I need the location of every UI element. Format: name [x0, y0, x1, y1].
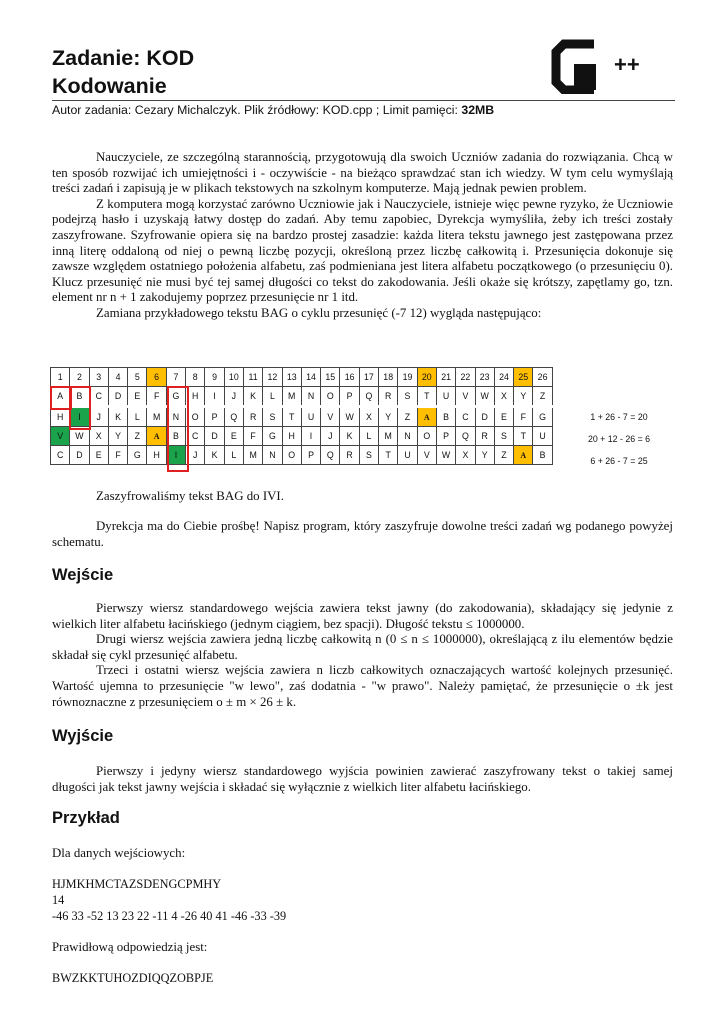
- table-cell: 16: [340, 368, 359, 387]
- table-cell: Z: [494, 446, 513, 465]
- task-subtitle: Kodowanie: [52, 74, 167, 98]
- table-cell: B: [166, 427, 185, 446]
- output-paragraph: Pierwszy i jedyny wiersz standardowego wyjścia powinien zawierać zaszyfrowany tekst o takiej samej długości jak tekst jawny wejścia i składać się wyłącznie z wielkich liter alfabetu łacińskiego.: [52, 764, 673, 794]
- table-cell: L: [263, 387, 282, 407]
- table-cell: Q: [456, 427, 475, 446]
- table-cell: 5: [128, 368, 147, 387]
- example-input-line-1: HJMKHMCTAZSDENGCPMHY: [52, 877, 222, 891]
- position-row: [51, 368, 553, 387]
- cpp-logo: [550, 38, 662, 94]
- table-cell: 20: [417, 368, 436, 387]
- table-cell: 13: [282, 368, 301, 387]
- table-cell: I: [301, 427, 320, 446]
- table-cell: X: [494, 387, 513, 407]
- table-cell: V: [456, 387, 475, 407]
- table-cell: 22: [456, 368, 475, 387]
- table-cell: W: [475, 387, 494, 407]
- table-cell: E: [494, 407, 513, 427]
- table-cell: Z: [533, 387, 552, 407]
- input-heading: Wejście: [52, 566, 114, 584]
- table-cell: G: [128, 446, 147, 465]
- output-heading: Wyjście: [52, 727, 114, 745]
- table-cell: X: [359, 407, 378, 427]
- table-cell: 17: [359, 368, 378, 387]
- table-cell: 25: [514, 368, 533, 387]
- table-cell: 10: [224, 368, 243, 387]
- example-output-label: Prawidłową odpowiedzią jest:: [52, 940, 208, 954]
- table-cell: 15: [321, 368, 340, 387]
- table-cell: G: [533, 407, 552, 427]
- table-cell: F: [147, 387, 166, 407]
- table-cell: V: [51, 427, 70, 446]
- table-cell: A: [514, 446, 533, 465]
- table-cell: 2: [70, 368, 89, 387]
- table-cell: V: [417, 446, 436, 465]
- table-cell: S: [359, 446, 378, 465]
- table-cell: 12: [263, 368, 282, 387]
- meta-text: Autor zadania: Cezary Michalczyk. Plik źródłowy: KOD.cpp ; Limit pamięci:: [52, 103, 462, 117]
- table-cell: P: [340, 387, 359, 407]
- intro-paragraph-3: Zamiana przykładowego tekstu BAG o cyklu przesunięć (-7 12) wygląda następująco:: [96, 305, 542, 320]
- table-cell: J: [321, 427, 340, 446]
- table-cell: 18: [379, 368, 398, 387]
- table-cell: S: [398, 387, 417, 407]
- red-box-g: [167, 386, 189, 472]
- table-cell: C: [186, 427, 205, 446]
- input-paragraph-3: Trzeci i ostatni wiersz wejścia zawiera n liczb całkowitych oznaczających wartość kolejnych przesunięć. Wartość ujemna to przesunięcie "w lewo", zaś dodatnia - "w prawo". Należy pamiętać, że przesunięcie o ±k jest równoznaczne z przesunięciem o ± m × 26 ± k.: [52, 663, 673, 709]
- table-cell: L: [359, 427, 378, 446]
- table-cell: I: [205, 387, 224, 407]
- table-cell: I: [70, 407, 89, 427]
- table-cell: 14: [301, 368, 320, 387]
- table-cell: Z: [398, 407, 417, 427]
- table-cell: Y: [514, 387, 533, 407]
- base-alphabet-row: [51, 387, 553, 407]
- table-cell: T: [514, 427, 533, 446]
- table-cell: L: [128, 407, 147, 427]
- table-cell: M: [243, 446, 262, 465]
- task-title: Zadanie: KOD: [52, 46, 195, 70]
- table-cell: J: [186, 446, 205, 465]
- table-cell: K: [205, 446, 224, 465]
- table-cell: H: [51, 407, 70, 427]
- table-cell: B: [436, 407, 455, 427]
- table-cell: G: [166, 387, 185, 407]
- table-cell: W: [436, 446, 455, 465]
- table-cell: U: [533, 427, 552, 446]
- table-cell: 3: [89, 368, 108, 387]
- table-cell: B: [533, 446, 552, 465]
- table-cell: K: [340, 427, 359, 446]
- table-cell: T: [379, 446, 398, 465]
- input-paragraph-2: Drugi wiersz wejścia zawiera jedną liczbę całkowitą n (0 ≤ n ≤ 1000000), określającą z ilu elementów będzie składał się cykl przesunięć alfabetu.: [52, 632, 673, 662]
- table-cell: P: [436, 427, 455, 446]
- table-cell: R: [340, 446, 359, 465]
- table-cell: 7: [166, 368, 185, 387]
- table-cell: S: [263, 407, 282, 427]
- table-cell: Y: [108, 427, 127, 446]
- example-heading: Przykład: [52, 809, 120, 827]
- table-cell: O: [417, 427, 436, 446]
- table-cell: R: [475, 427, 494, 446]
- red-box-b: [69, 386, 91, 430]
- table-cell: 26: [533, 368, 552, 387]
- table-cell: 4: [108, 368, 127, 387]
- table-cell: K: [108, 407, 127, 427]
- example-input-line-3: -46 33 -52 13 23 22 -11 4 -26 40 41 -46 -33 -39: [52, 909, 287, 923]
- input-paragraph-1: Pierwszy wiersz standardowego wejścia zawiera tekst jawny (do zakodowania), składający się jedynie z wielkich liter alfabetu łacińskiego (jednym ciągiem, bez spacji). Długość tekstu ≤ 1000000.: [52, 601, 673, 631]
- intro-text: [52, 150, 673, 322]
- table-cell: 21: [436, 368, 455, 387]
- table-cell: R: [243, 407, 262, 427]
- table-cell: O: [282, 446, 301, 465]
- table-cell: 6: [147, 368, 166, 387]
- table-cell: U: [436, 387, 455, 407]
- table-cell: F: [108, 446, 127, 465]
- table-cell: A: [417, 407, 436, 427]
- task-meta: [52, 103, 494, 117]
- result-paragraph: Zaszyfrowaliśmy tekst BAG do IVI.: [96, 489, 284, 503]
- table-cell: L: [224, 446, 243, 465]
- shift-row-2: [51, 427, 553, 446]
- table-cell: R: [379, 387, 398, 407]
- table-cell: O: [321, 387, 340, 407]
- table-cell: D: [205, 427, 224, 446]
- table-cell: 1: [51, 368, 70, 387]
- table-cell: C: [89, 387, 108, 407]
- table-cell: Y: [475, 446, 494, 465]
- table-cell: Y: [379, 407, 398, 427]
- table-cell: I: [166, 446, 185, 465]
- table-cell: X: [89, 427, 108, 446]
- example-input-line-2: 14: [52, 893, 65, 907]
- table-cell: G: [263, 427, 282, 446]
- table-cell: 23: [475, 368, 494, 387]
- table-cell: Q: [321, 446, 340, 465]
- table-cell: T: [282, 407, 301, 427]
- table-cell: Q: [224, 407, 243, 427]
- table-cell: A: [51, 387, 70, 407]
- table-cell: Q: [359, 387, 378, 407]
- table-cell: 24: [494, 368, 513, 387]
- table-cell: E: [224, 427, 243, 446]
- header-rule: [52, 100, 675, 101]
- table-cell: W: [340, 407, 359, 427]
- table-cell: T: [417, 387, 436, 407]
- table-cell: N: [301, 387, 320, 407]
- table-cell: N: [398, 427, 417, 446]
- table-cell: J: [224, 387, 243, 407]
- table-cell: 9: [205, 368, 224, 387]
- table-cell: P: [205, 407, 224, 427]
- table-cell: E: [128, 387, 147, 407]
- table-cell: W: [70, 427, 89, 446]
- alphabet-shift-table: [50, 367, 553, 465]
- table-cell: U: [398, 446, 417, 465]
- table-cell: C: [51, 446, 70, 465]
- memory-limit: 32MB: [461, 103, 495, 117]
- table-cell: K: [243, 387, 262, 407]
- table-cell: M: [379, 427, 398, 446]
- request-text: [52, 519, 673, 550]
- table-cell: X: [456, 446, 475, 465]
- table-cell: J: [89, 407, 108, 427]
- table-cell: H: [186, 387, 205, 407]
- table-cell: U: [301, 407, 320, 427]
- table-cell: S: [494, 427, 513, 446]
- table-cell: N: [166, 407, 185, 427]
- table-cell: E: [89, 446, 108, 465]
- request-paragraph: Dyrekcja ma do Ciebie prośbę! Napisz program, który zaszyfruje dowolne treści zadań wg podanego powyżej schematu.: [52, 519, 673, 549]
- table-cell: A: [147, 427, 166, 446]
- table-cell: H: [147, 446, 166, 465]
- table-cell: F: [243, 427, 262, 446]
- formula-2: 20 + 12 - 26 = 6: [587, 434, 651, 444]
- svg-text:++: ++: [614, 52, 640, 77]
- table-cell: C: [456, 407, 475, 427]
- table-cell: O: [186, 407, 205, 427]
- table-cell: P: [301, 446, 320, 465]
- table-cell: 19: [398, 368, 417, 387]
- table-cell: H: [282, 427, 301, 446]
- input-text: [52, 601, 673, 710]
- table-cell: N: [263, 446, 282, 465]
- intro-paragraph-1: Nauczyciele, ze szczególną starannością, przygotowują dla swoich Uczniów zadania do rozwiązania. Chcą w ten sposób rozwijać ich umiejętności i - oczywiście - na bieżąco sprawdzać stan ich wiedzy. W tym celu wymyślają treści zadań i zapisują je w plikach tekstowych na szkolnym komputerze. Mają jednak pewien problem.: [52, 150, 673, 196]
- example-answer: BWZKKTUHOZDIQQZOBPJE: [52, 971, 214, 985]
- intro-paragraph-2: Z komputera mogą korzystać zarówno Uczniowie jak i Nauczyciele, istnieje więc pewne ryzyko, że Uczniowie podejrzą hasło i uzyskają łatwy dostęp do zadań. Aby temu zapobiec, Dyrekcja wymyśliła, żeby ich treści zostały zaszyfrowane. Szyfrowanie opiera się na bardzo prostej zasadzie: każda litera tekstu jawnego jest zastępowana przez inną literę oddaloną od niej o pewną liczbę pozycji, określoną przez liczbę całkowitą i. Przesunięcia dokonuje się zawsze względem ostatniego położenia alfabetu, zaś podmieniana jest litera alfabetu początkowego (o przesunięciu 0). Klucz przesunięć nie musi być tej samej długości co tekst do zakodowania. Jeśli okaże się krótszy, zapętlamy go, tzn. element nr n + 1 zakodujemy poprzez przesunięcie nr 1 itd.: [52, 196, 673, 305]
- table-cell: M: [282, 387, 301, 407]
- table-cell: D: [108, 387, 127, 407]
- formula-3: 6 + 26 - 7 = 25: [590, 456, 648, 466]
- table-cell: B: [70, 387, 89, 407]
- table-cell: D: [475, 407, 494, 427]
- formula-1: 1 + 26 - 7 = 20: [590, 412, 648, 422]
- table-cell: M: [147, 407, 166, 427]
- shift-row-3: [51, 446, 553, 465]
- table-cell: 11: [243, 368, 262, 387]
- shift-row-1: [51, 407, 553, 427]
- table-cell: 8: [186, 368, 205, 387]
- output-text: [52, 764, 673, 795]
- example-input-label: Dla danych wejściowych:: [52, 846, 186, 860]
- table-cell: D: [70, 446, 89, 465]
- result-text: [52, 489, 673, 505]
- table-cell: F: [514, 407, 533, 427]
- table-cell: V: [321, 407, 340, 427]
- table-cell: Z: [128, 427, 147, 446]
